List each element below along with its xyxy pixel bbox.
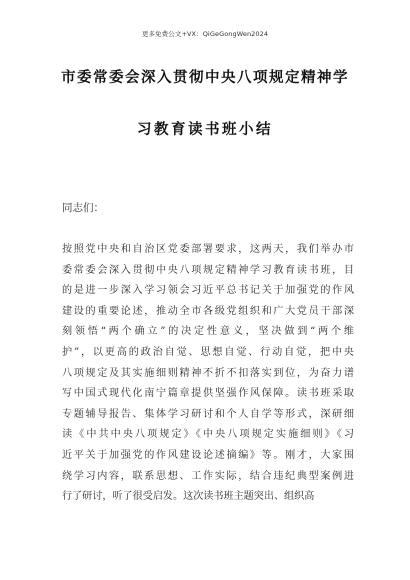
salutation: 同志们： — [62, 202, 104, 214]
body-line: 的是进一步深入学习领会习近平总书记关于加强党的作风 — [62, 285, 354, 297]
document-title-line-1: 市委常委会深入贯彻中央八项规定精神学 — [61, 70, 349, 86]
body-line: 读《中共中央八项规定》《中央八项规定实施细则》《习 — [62, 429, 354, 441]
body-line: 建设的重要论述，推动全市各级党组织和广大党员干部深 — [62, 305, 354, 317]
body-line: 按照党中央和自治区党委部署要求，这两天，我们举办市 — [62, 244, 354, 255]
body-line: 绕学习内容，联系思想、工作实际，结合违纪典型案例进 — [62, 470, 354, 482]
body-line: 专题辅导报告、集体学习研讨和个人自学等形式，深研细 — [62, 408, 354, 420]
body-line: 写中国式现代化南宁篇章提供坚强作风保障。读书班采取 — [62, 388, 354, 400]
header-note: 更多免费公文+VX：QiGeGongWen2024 — [141, 30, 269, 38]
body-line: 行了研讨，听了很受启发。这次读书班主题突出、组织高 — [62, 491, 315, 503]
body-line: 近平关于加强党的作风建设论述摘编》等。刚才，大家围 — [62, 449, 354, 461]
body-line: 护”，以更高的政治自觉、思想自觉、行动自觉，把中央 — [62, 346, 354, 358]
body-paragraph — [62, 240, 354, 508]
body-line: 委常委会深入贯彻中央八项规定精神学习教育读书班，目 — [62, 264, 354, 276]
body-line: 八项规定及其实施细则精神不折不扣落实到位，为奋力谱 — [62, 367, 354, 379]
document-title-line-2: 习教育读书班小结 — [137, 122, 273, 138]
body-line: 刻领悟“两个确立”的决定性意义，坚决做到“两个维 — [62, 326, 354, 338]
